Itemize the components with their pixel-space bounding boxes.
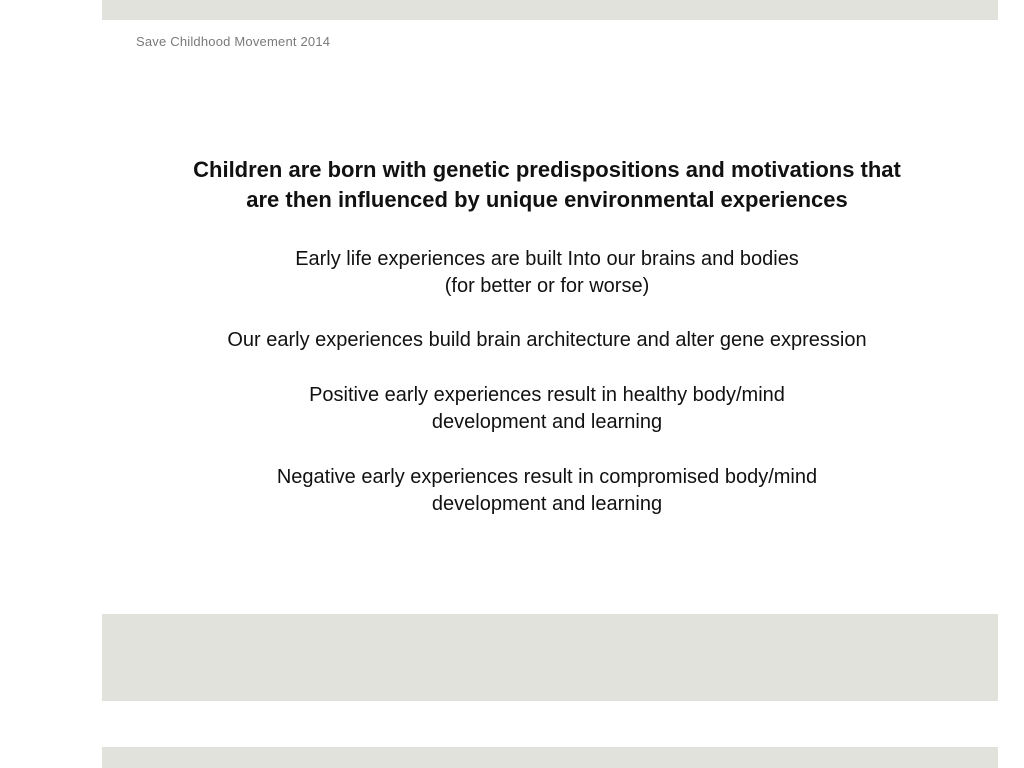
top-decorative-band <box>102 0 998 20</box>
headline-line-1: Children are born with genetic predispositions and motivations that <box>193 157 901 182</box>
point-3-line-2: development and learning <box>431 411 663 433</box>
point-early-life-experiences <box>120 246 974 300</box>
slide-content <box>120 155 974 518</box>
headline-line-2: are then influenced by unique environmental experiences <box>246 187 848 212</box>
point-4-line-2: development and learning <box>431 493 663 515</box>
organization-label: Save Childhood Movement 2014 <box>136 34 331 49</box>
point-1-line-1: Early life experiences are built Into our brains and bodies <box>295 248 799 270</box>
point-negative-experiences <box>120 464 974 518</box>
bottom-decorative-band <box>102 747 998 768</box>
point-1-line-2: (for better or for worse) <box>444 275 650 297</box>
point-2-line-1: Our early experiences build brain architecture and alter gene expression <box>227 329 867 351</box>
middle-decorative-band <box>102 614 998 701</box>
point-positive-experiences <box>120 382 974 436</box>
slide-headline <box>120 155 974 215</box>
point-brain-architecture <box>120 327 974 354</box>
point-4-line-1: Negative early experiences result in compromised body/mind <box>276 466 818 488</box>
point-3-line-1: Positive early experiences result in healthy body/mind <box>309 384 785 406</box>
